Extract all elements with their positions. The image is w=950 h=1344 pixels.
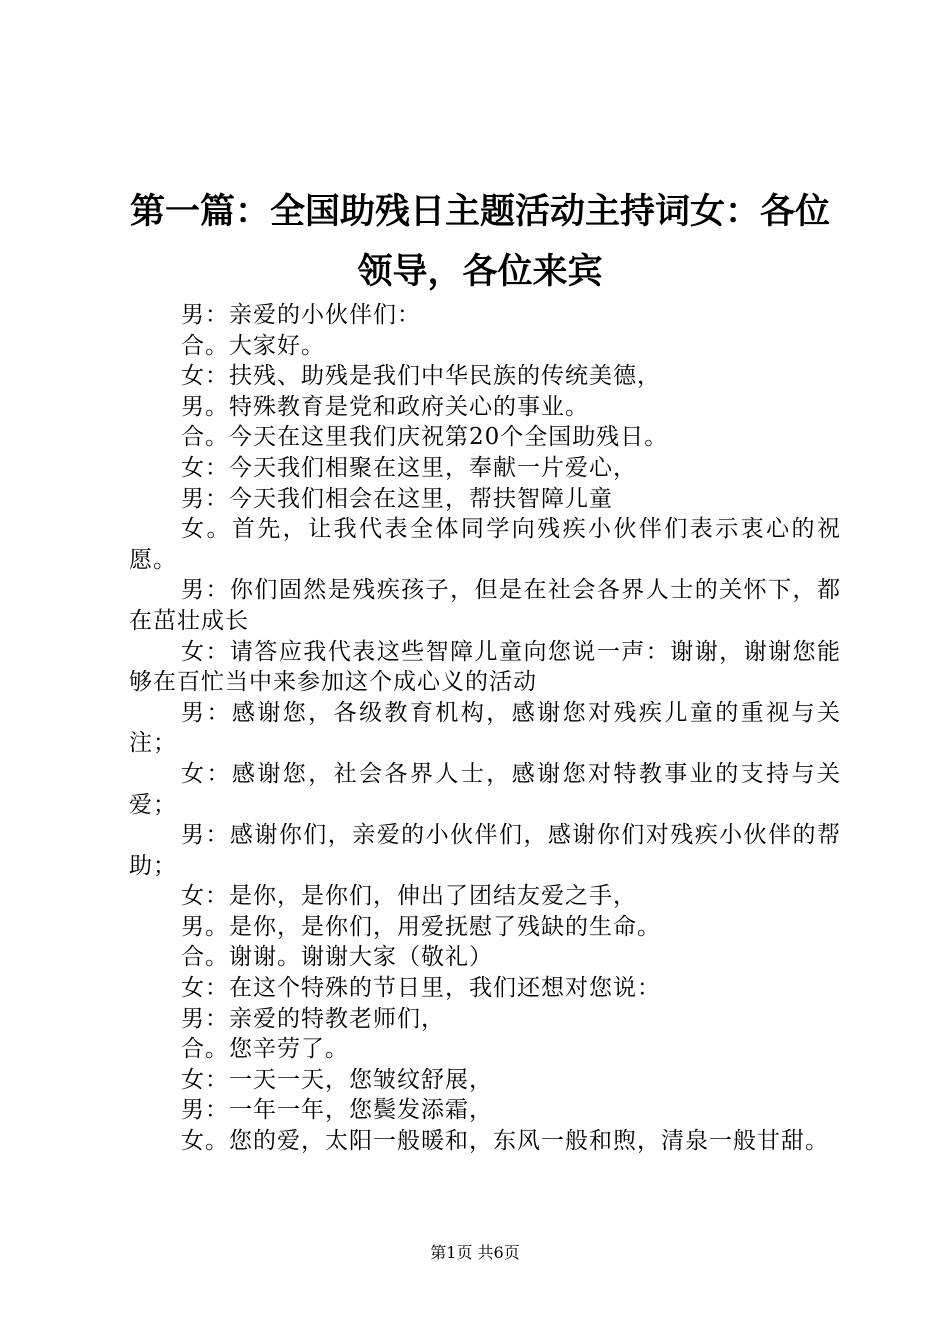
paragraph: 男。特殊教育是党和政府关心的事业。 — [181, 393, 589, 420]
paragraph: 男：感谢你们，亲爱的小伙伴们，感谢你们对残疾小伙伴的帮助； — [129, 822, 841, 879]
paragraph: 女：一天一天，您皱纹舒展， — [181, 1066, 493, 1093]
paragraph: 女：今天我们相聚在这里，奉献一片爱心， — [181, 454, 637, 481]
paragraph: 合。大家好。 — [181, 332, 325, 359]
page-footer: 第1页 共6页 — [430, 1243, 520, 1262]
paragraph: 女：在这个特殊的节日里，我们还想对您说： — [181, 975, 661, 1002]
paragraph: 合。谢谢。谢谢大家（敬礼） — [181, 944, 493, 971]
paragraph: 女。您的爱，太阳一般暖和，东风一般和煦，清泉一般甘甜。 — [181, 1128, 829, 1155]
paragraph: 男。是你，是你们，用爱抚慰了残缺的生命。 — [181, 913, 661, 940]
paragraph: 男：你们固然是残疾孩子，但是在社会各界人士的关怀下，都在茁壮成长 — [129, 577, 841, 634]
paragraph: 男：感谢您，各级教育机构，感谢您对残疾儿童的重视与关注； — [129, 699, 841, 757]
document-title: 第一篇：全国助残日主题活动主持词女：各位领导，各位来宾 — [129, 191, 830, 292]
paragraph: 男：亲爱的小伙伴们： — [181, 302, 421, 328]
paragraph: 女：请答应我代表这些智障儿童向您说一声：谢谢，谢谢您能够在百忙当中来参加这个成心义的活动 — [129, 638, 841, 696]
paragraph: 合。今天在这里我们庆祝第20个全国助残日。 — [181, 424, 669, 451]
paragraph: 男：今天我们相会在这里，帮扶智障儿童 — [181, 485, 613, 512]
paragraph: 合。您辛劳了。 — [181, 1036, 349, 1063]
paragraph: 女：感谢您，社会各界人士，感谢您对特教事业的支持与关爱； — [129, 760, 841, 818]
paragraph: 男：一年一年，您鬓发添霜， — [181, 1097, 493, 1124]
document-body — [129, 300, 841, 1157]
paragraph: 女：扶残、助残是我们中华民族的传统美德， — [181, 363, 661, 390]
paragraph: 女。首先，让我代表全体同学向残疾小伙伴们表示衷心的祝愿。 — [129, 516, 841, 573]
paragraph: 男：亲爱的特教老师们， — [181, 1005, 445, 1032]
paragraph: 女：是你，是你们，伸出了团结友爱之手， — [181, 883, 637, 910]
